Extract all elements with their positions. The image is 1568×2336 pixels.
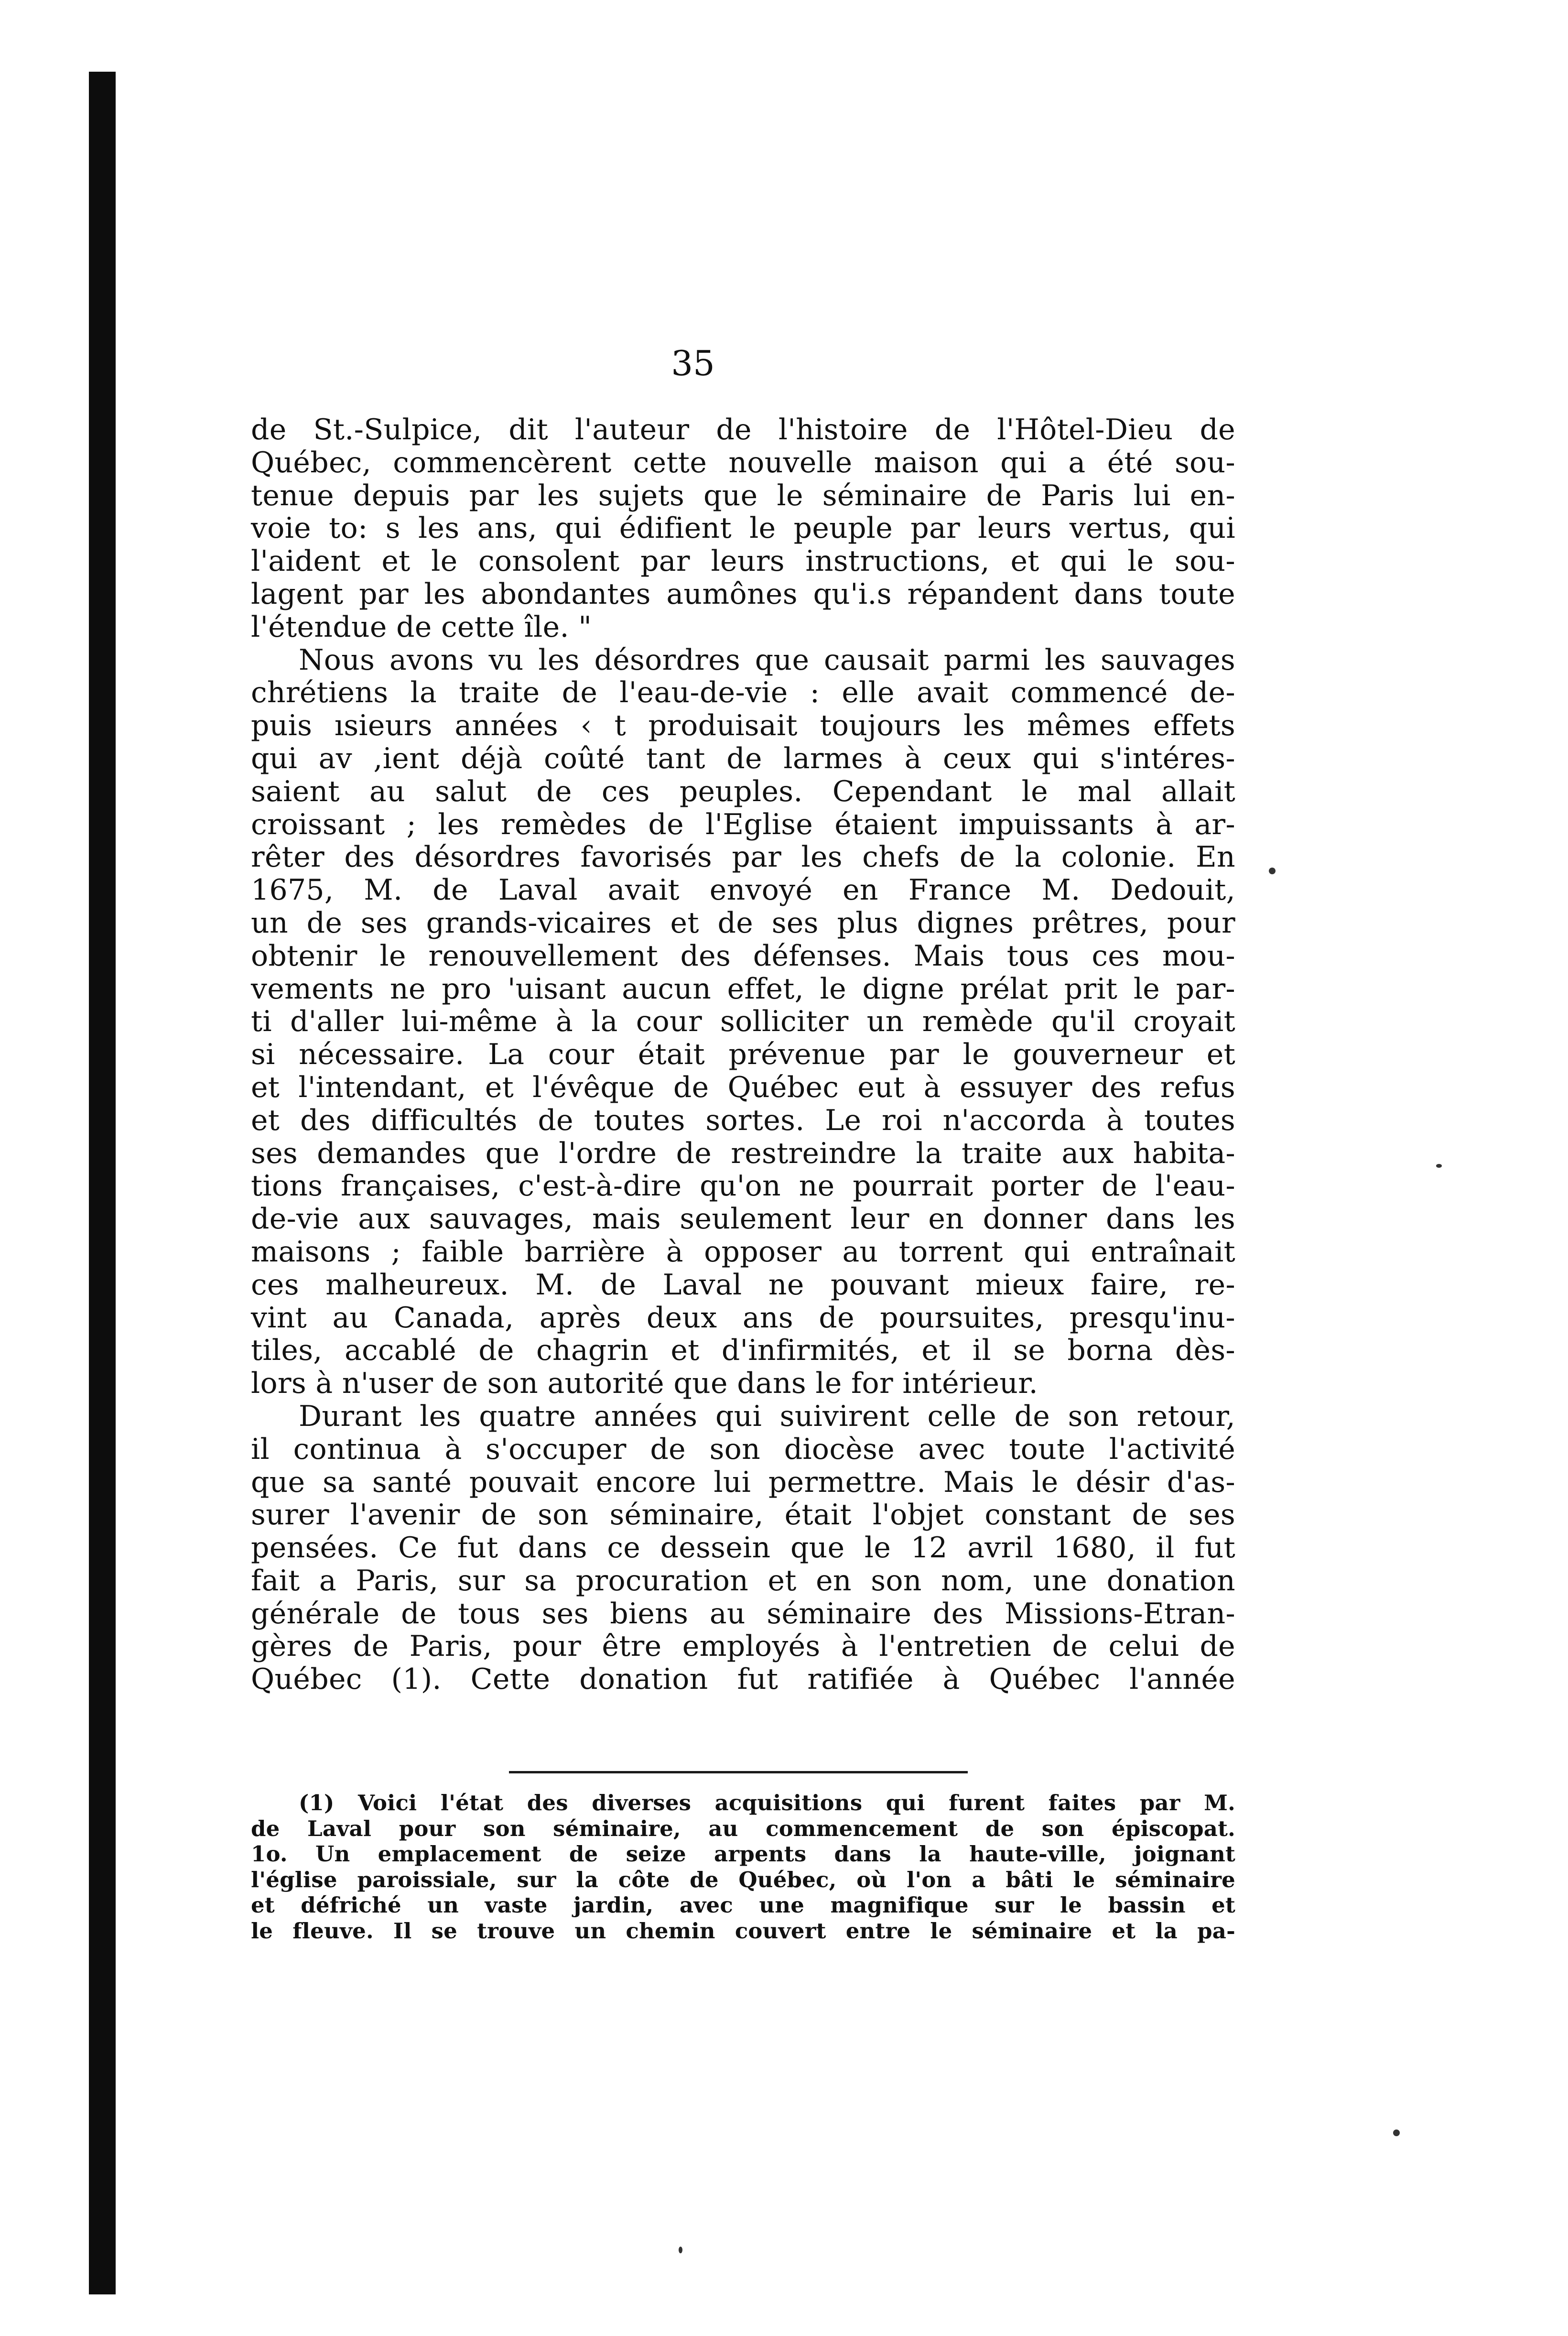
text-line: fait a Paris, sur sa procuration et en son nom, une donation xyxy=(251,1564,1235,1597)
text-line: si nécessaire. La cour était prévenue par le gouverneur et xyxy=(251,1038,1235,1072)
text-line: obtenir le renouvellement des défenses. Mais tous ces mou- xyxy=(251,939,1235,973)
footnote-line: l'église paroissiale, sur la côte de Québec, où l'on a bâti le séminaire xyxy=(251,1867,1235,1892)
print-speck xyxy=(1436,1164,1442,1168)
text-line: rêter des désordres favorisés par les chefs de la colonie. En xyxy=(251,840,1235,874)
text-line: chrétiens la traite de l'eau-de-vie : elle avait commencé de- xyxy=(251,676,1235,710)
text-line: tions françaises, c'est-à-dire qu'on ne pourrait porter de l'eau- xyxy=(251,1169,1235,1203)
text-line: pensées. Ce fut dans ce dessein que le 12 avril 1680, il fut xyxy=(251,1531,1235,1565)
text-line: surer l'avenir de son séminaire, était l'objet constant de ses xyxy=(251,1498,1235,1532)
text-line: Québec (1). Cette donation fut ratifiée à Québec l'année xyxy=(251,1662,1235,1696)
text-line: puis ısieurs années ‹ t produisait toujours les mêmes effets xyxy=(251,709,1235,743)
print-speck xyxy=(1393,2130,1400,2136)
body-text xyxy=(251,413,1235,1696)
footnote-line: et défriché un vaste jardin, avec une magnifique sur le bassin et xyxy=(251,1892,1235,1918)
text-line: et des difficultés de toutes sortes. Le roi n'accorda à toutes xyxy=(251,1103,1235,1137)
text-line: de-vie aux sauvages, mais seulement leur en donner dans les xyxy=(251,1202,1235,1236)
footnote xyxy=(251,1790,1235,1944)
footnote-line: le fleuve. Il se trouve un chemin couvert entre le séminaire et la pa- xyxy=(251,1918,1235,1944)
text-line: de St.-Sulpice, dit l'auteur de l'histoire de l'Hôtel-Dieu de xyxy=(251,413,1235,446)
text-line: lors à n'user de son autorité que dans le for intérieur. xyxy=(251,1367,1038,1401)
text-line: saient au salut de ces peuples. Cependant le mal allait xyxy=(251,774,1235,808)
text-line: ses demandes que l'ordre de restreindre la traite aux habita- xyxy=(251,1136,1235,1170)
text-line: qui av ,ient déjà coûté tant de larmes à ceux qui s'intéres- xyxy=(251,741,1235,775)
text-line: vements ne pro 'uisant aucun effet, le digne prélat prit le par- xyxy=(251,972,1235,1006)
footnote-line: de Laval pour son séminaire, au commencement de son épiscopat. xyxy=(251,1815,1235,1841)
footnote-line: 1o. Un emplacement de seize arpents dans la haute-ville, joignant xyxy=(251,1841,1235,1867)
text-line: il continua à s'occuper de son diocèse avec toute l'activité xyxy=(251,1432,1235,1466)
binding-edge xyxy=(89,72,116,2294)
text-line: ces malheureux. M. de Laval ne pouvant mieux faire, re- xyxy=(251,1268,1235,1302)
text-line: ti d'aller lui-même à la cour solliciter un remède qu'il croyait xyxy=(251,1005,1235,1039)
text-line: tenue depuis par les sujets que le séminaire de Paris lui en- xyxy=(251,478,1235,512)
paragraph-start-line: Nous avons vu les désordres que causait parmi les sauvages xyxy=(299,643,1235,677)
paragraph-start-line: Durant les quatre années qui suivirent celle de son retour, xyxy=(299,1399,1235,1433)
text-line: maisons ; faible barrière à opposer au torrent qui entraînait xyxy=(251,1235,1235,1269)
text-line: générale de tous ses biens au séminaire des Missions-Etran- xyxy=(251,1597,1235,1630)
footnote-line: (1) Voici l'état des diverses acquisitions qui furent faites par M. xyxy=(299,1790,1235,1815)
text-line: tiles, accablé de chagrin et d'infirmités, et il se borna dès- xyxy=(251,1334,1235,1368)
page-number: 35 xyxy=(671,343,715,383)
text-line: que sa santé pouvait encore lui permettre. Mais le désir d'as- xyxy=(251,1465,1235,1499)
text-line: l'aident et le consolent par leurs instructions, et qui le sou- xyxy=(251,544,1235,578)
text-line: gères de Paris, pour être employés à l'entretien de celui de xyxy=(251,1630,1235,1663)
print-speck xyxy=(679,2247,682,2253)
text-line: 1675, M. de Laval avait envoyé en France M. Dedouit, xyxy=(251,873,1235,907)
text-line: l'étendue de cette île. " xyxy=(251,610,592,644)
text-line: et l'intendant, et l'évêque de Québec eut à essuyer des refus xyxy=(251,1070,1235,1104)
text-line: un de ses grands-vicaires et de ses plus dignes prêtres, pour xyxy=(251,906,1235,940)
text-line: croissant ; les remèdes de l'Eglise étaient impuissants à ar- xyxy=(251,807,1235,841)
text-line: lagent par les abondantes aumônes qu'i.s répandent dans toute xyxy=(251,577,1235,611)
text-line: voie to: s les ans, qui édifient le peuple par leurs vertus, qui xyxy=(251,511,1235,545)
text-line: vint au Canada, après deux ans de poursuites, presqu'inu- xyxy=(251,1301,1235,1335)
footnote-divider xyxy=(509,1771,968,1773)
print-speck xyxy=(1269,868,1276,874)
text-line: Québec, commencèrent cette nouvelle maison qui a été sou- xyxy=(251,445,1235,479)
